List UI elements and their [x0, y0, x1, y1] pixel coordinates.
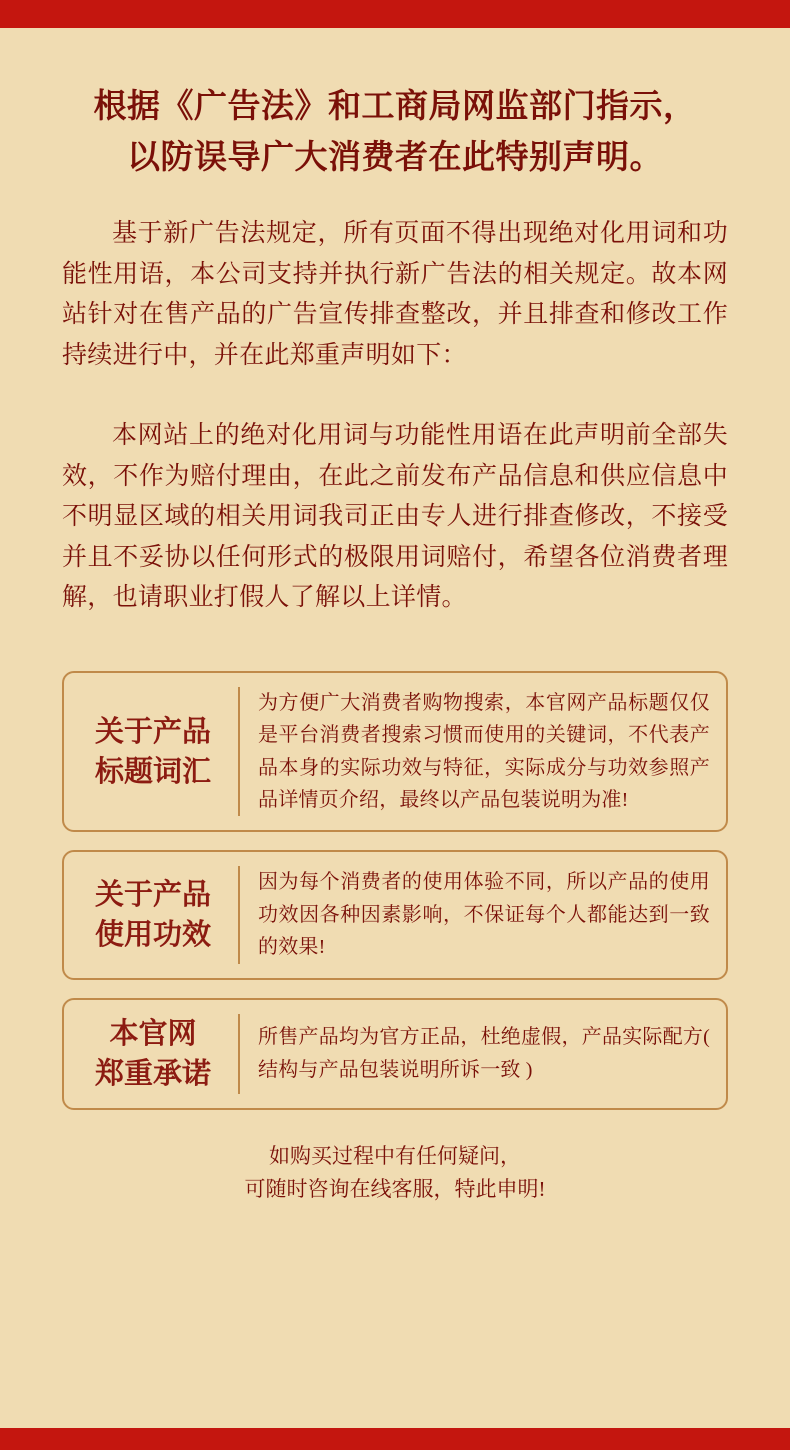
statement-content	[0, 28, 790, 1428]
footer-note-line-2: 可随时咨询在线客服，特此申明!	[244, 1177, 546, 1202]
card-body-text: 所售产品均为官方正品，杜绝虚假，产品实际配方( 结构与产品包装说明所诉一致 )	[258, 1026, 710, 1081]
card-title-line-1: 关于产品	[94, 715, 211, 748]
card-title-line-2: 标题词汇	[94, 755, 211, 788]
card-body	[240, 866, 710, 963]
card-body-text: 因为每个消费者的使用体验不同，所以产品的使用功效因各种因素影响，不保证每个人都能达到一致的效果!	[258, 871, 710, 959]
card-title-line-2: 郑重承诺	[94, 1057, 211, 1090]
footer-note-line-1: 如购买过程中有任何疑问，	[269, 1143, 521, 1168]
card-title	[80, 1014, 240, 1094]
statement-card	[62, 850, 728, 979]
card-body-text: 为方便广大消费者购物搜索，本官网产品标题仅仅是平台消费者搜索习惯而使用的关键词，不代表产品本身的实际功效与特征，实际成分与功效参照产品详情页介绍，最终以产品包装说明为准!	[258, 691, 710, 811]
card-body	[240, 687, 710, 817]
card-title-line-1: 关于产品	[94, 878, 211, 911]
top-accent-bar	[0, 0, 790, 28]
card-title-line-2: 使用功效	[94, 918, 211, 951]
card-title	[80, 687, 240, 817]
statement-card-list	[62, 671, 728, 1110]
page-title-line-2: 以防误导广大消费者在此特别声明。	[127, 140, 663, 177]
card-body	[240, 1014, 710, 1094]
card-title-line-1: 本官网	[109, 1017, 197, 1050]
statement-card	[62, 998, 728, 1110]
page-title	[62, 82, 728, 184]
footer-note	[62, 1140, 728, 1223]
card-title	[80, 866, 240, 963]
page-title-line-1: 根据《广告法》和工商局网监部门指示，	[93, 89, 697, 125]
statement-paragraph-2: 本网站上的绝对化用词与功能性用语在此声明前全部失效，不作为赔付理由，在此之前发布产品信息和供应信息中不明显区域的相关用词我司正由专人进行排查修改，不接受并且不妥协以任何形式的极限用词赔付，希望各位消费者理解，也请职业打假人了解以上详情。	[62, 422, 728, 612]
bottom-accent-bar	[0, 1428, 790, 1450]
statement-paragraph-1: 基于新广告法规定，所有页面不得出现绝对化用词和功能性用语，本公司支持并执行新广告法的相关规定。故本网站针对在售产品的广告宣传排查整改，并且排查和修改工作持续进行中，并在此郑重声明如下：	[62, 220, 728, 369]
statement-card	[62, 671, 728, 833]
